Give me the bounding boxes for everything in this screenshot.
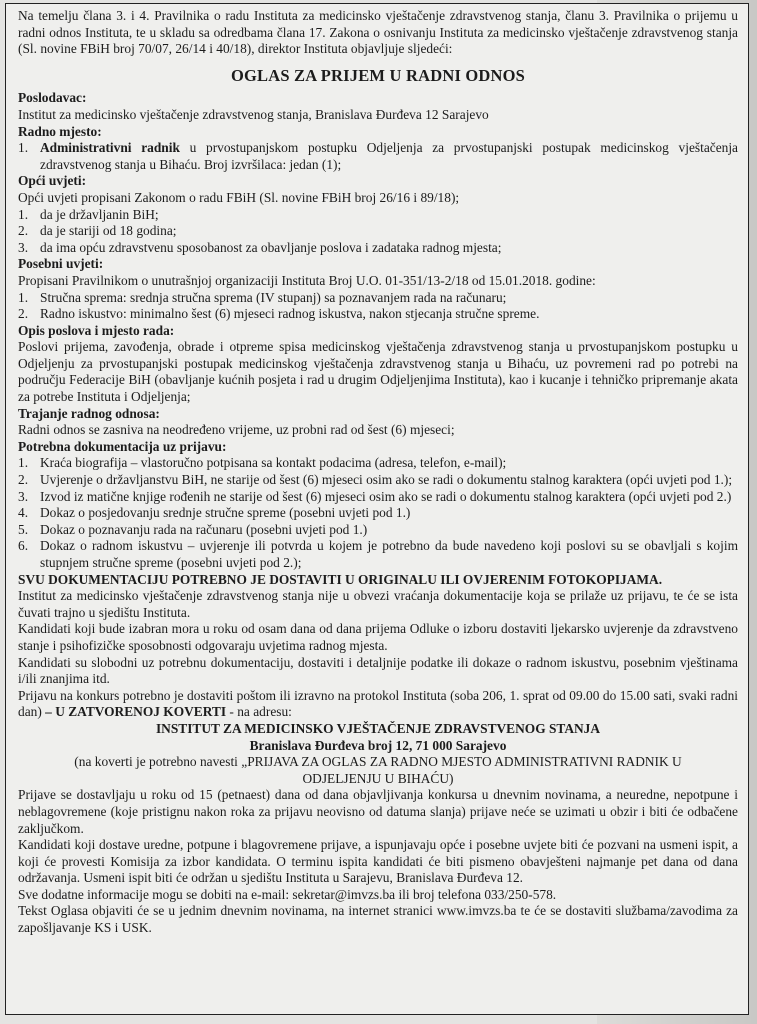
list-number: 3. bbox=[18, 239, 29, 255]
list-text: da ima opću zdravstvenu sposobanost za obavljanje poslova i zadataka radnog mjesta; bbox=[40, 239, 502, 255]
job-description-text: Poslovi prijema, zavođenja, obrade i otpreme spisa medicinskog vještačenja zdravstvenog stanja u prvostupanjskom postupku u Odjeljenju za prvostupanjski postupak medicinskog vještačenja zdravstvenog stanja u Bihaću, uz povremeni rad po potrebi na području Federacije BiH (obavljanje kućnih posjeta i rad u drugim Odjeljenjima Instituta), kao i kucanje i tehničko pripremanje akata za potrebe Instituta i Odjeljenja; bbox=[18, 339, 738, 405]
list-item bbox=[18, 306, 738, 323]
list-text: da je državljanin BiH; bbox=[40, 206, 159, 222]
job-description-heading: Opis poslova i mjesto rada: bbox=[18, 322, 175, 338]
address-street: Branislava Đurđeva broj 12, 71 000 Sarajevo bbox=[249, 737, 507, 753]
special-conditions-heading: Posebni uvjeti: bbox=[18, 256, 104, 272]
list-number: 4. bbox=[18, 505, 29, 521]
special-conditions-text: Propisani Pravilnikom o unutrašnjoj organizaciji Instituta Broj U.O. 01-351/13-2/18 od 15.01.2018. godine: bbox=[18, 272, 596, 288]
employer-heading: Poslodavac: bbox=[18, 90, 87, 106]
list-item bbox=[18, 489, 738, 506]
return-policy-paragraph: Institut za medicinsko vještačenje zdravstvenog stanja nije u obvezi vraćanja dokumentacije koja se prilaže uz prijavu, te će se ista čuvati trajno u sjedištu Instituta. bbox=[18, 588, 738, 620]
list-number: 2. bbox=[18, 223, 29, 239]
additional-info-paragraph: Kandidati su slobodni uz potrebnu dokumentaciju, dostaviti i detaljnije podatke ili dokaze o radnom iskustvu, posebnim vještinama i/ili znanjima itd. bbox=[18, 654, 738, 687]
list-item bbox=[18, 455, 738, 472]
general-conditions-heading: Opći uvjeti: bbox=[18, 173, 87, 189]
medical-certificate-paragraph: Kandidati koji bude izabran mora u roku od osam dana od dana prijema Odluke o izboru dostaviti ljekarsko uvjerenje da zdravstveno stanje i psihofizičke sposobnosti odgovaraju uvjetima radnog mjesta. bbox=[18, 621, 738, 653]
address-institution: INSTITUT ZA MEDICINSKO VJEŠTAČENJE ZDRAVSTVENOG STANJA bbox=[155, 720, 601, 736]
submission-text: Prijavu na konkurs potrebno je dostaviti poštom ili izravno na protokol Instituta (soba 206, 1. sprat od 09.00 do 15.00 sati, svaki radni dan) bbox=[18, 687, 738, 720]
submission-paragraph bbox=[18, 688, 738, 721]
envelope-instruction: (na koverti je potrebno navesti „PRIJAVA ZA OGLAS ZA RADNO MJESTO ADMINISTRATIVNI RADNIK U ODJELJENJU U BIHAĆU) bbox=[74, 754, 682, 786]
list-number: 3. bbox=[18, 488, 29, 504]
general-conditions-text: Opći uvjeti propisani Zakonom o radu FBiH (Sl. novine FBiH broj 26/16 i 89/18); bbox=[18, 189, 460, 205]
documents-heading: Potrebna dokumentacija uz prijavu: bbox=[18, 438, 227, 454]
list-item bbox=[18, 240, 738, 257]
list-number: 2. bbox=[18, 306, 29, 322]
documents-notice: SVU DOKUMENTACIJU POTREBNO JE DOSTAVITI U ORIGINALU ILI OVJERENIM FOTOKOPIJAMA. bbox=[18, 571, 663, 587]
list-text: Dokaz o poznavanju rada na računaru (posebni uvjeti pod 1.) bbox=[40, 521, 368, 537]
list-item bbox=[18, 505, 738, 522]
list-number: 5. bbox=[18, 521, 29, 537]
list-text: da je stariji od 18 godina; bbox=[40, 223, 177, 239]
list-number: 1. bbox=[18, 206, 29, 222]
list-number: 6. bbox=[18, 538, 29, 554]
closed-envelope-note: – U ZATVORENOJ KOVERTI bbox=[41, 704, 227, 720]
list-text: Uvjerenje o državljanstvu BiH, ne starije od šest (6) mjeseci osim ako se radi o dokumentu stalnog karaktera (opći uvjeti pod 1.); bbox=[40, 472, 733, 488]
special-conditions-list bbox=[18, 290, 738, 323]
ad-title: OGLAS ZA PRIJEM U RADNI ODNOS bbox=[230, 65, 526, 85]
list-item bbox=[18, 522, 738, 539]
intro-paragraph: Na temelju člana 3. i 4. Pravilnika o radu Instituta za medicinsko vještačenje zdravstvenog stanja, članu 3. Pravilnika o prijemu u radni odnos Instituta, te u skladu sa odredbama člana 17. Zakona o osnivanju Instituta za medicinsko vještačenje zdravstvenog stanja (Sl. novine FBiH broj 70/07, 26/14 i 40/18), direktor Instituta objavljuje sljedeći: bbox=[18, 8, 738, 57]
list-item bbox=[18, 290, 738, 307]
list-number: 1. bbox=[18, 289, 29, 305]
exam-paragraph: Kandidati koji dostave uredne, potpune i blagovremene prijave, a ispunjavaju opće i posebne uvjete biti će pozvani na usmeni ispit, a koji će provesti Komisija za izbor kandidata. O terminu ispita kandidati će biti pismeno obavješteni najmanje pet dana od dana održavanja. Usmeni ispit biti će održan u sjedištu Instituta u Sarajevu, Branislava Đurđeva 12. bbox=[18, 837, 738, 886]
list-text: Dokaz o radnom iskustvu – uvjerenje ili potvrda u kojem je potrebno da bude navedeno koji poslovi su se obavljali s kojim stupnjem stručne spreme (posebni uvjeti pod 2.); bbox=[40, 538, 738, 570]
list-text: Kraća biografija – vlastoručno potpisana sa kontakt podacima (adresa, telefon, e-mail); bbox=[40, 455, 507, 471]
list-item bbox=[18, 538, 738, 571]
list-item bbox=[18, 207, 738, 224]
documents-list bbox=[18, 455, 738, 571]
position-text: u prvostupanjskom postupku Odjeljenja za prvostupanjski postupak medicinskog vještačenja zdravstvenog stanja u Bihaću. Broj izvršilaca: jedan (1); bbox=[40, 140, 739, 172]
publication-paragraph: Tekst Oglasa objaviti će se u jednim dnevnim novinama, na internet stranici www.imvzs.ba te će se dostaviti službama/zavodima za zapošljavanje KS i USK. bbox=[18, 903, 738, 936]
list-number: 2. bbox=[18, 472, 29, 488]
list-number: 1. bbox=[18, 455, 29, 471]
duration-text: Radni odnos se zasniva na neodređeno vrijeme, uz probni rad od šest (6) mjeseci; bbox=[18, 422, 455, 438]
deadline-paragraph: Prijave se dostavljaju u roku od 15 (petnaest) dana od dana objavljivanja konkursa u dnevnim novinama, a neuredne, nepotpune i neblagovremene (koje pristignu nakon roka za prijavu neovisno od datuma slanja) prijave neće se uzimati u obzir i biti će odbačene zaključkom. bbox=[18, 787, 738, 836]
duration-heading: Trajanje radnog odnosa: bbox=[18, 405, 160, 421]
position-item bbox=[18, 140, 738, 173]
address-lead: - na adresu: bbox=[226, 704, 292, 720]
list-text: Izvod iz matične knjige rođenih ne starije od šest (6) mjeseci osim ako se radi o dokumentu stalnog karaktera (opći uvjeti pod 2.) bbox=[40, 488, 732, 504]
list-item bbox=[18, 223, 738, 240]
general-conditions-list bbox=[18, 207, 738, 257]
position-title: Administrativni radnik bbox=[40, 140, 180, 156]
position-heading: Radno mjesto: bbox=[18, 123, 102, 139]
list-text: Stručna sprema: srednja stručna sprema (IV stupanj) sa poznavanjem rada na računaru; bbox=[40, 289, 507, 305]
contact-paragraph: Sve dodatne informacije mogu se dobiti na e-mail: sekretar@imvzs.ba ili broj telefona 033/250-578. bbox=[18, 886, 557, 902]
list-text: Radno iskustvo: minimalno šest (6) mjeseci radnog iskustva, nakon stjecanja stručne spreme. bbox=[40, 306, 540, 322]
employer-text: Institut za medicinsko vještačenje zdravstvenog stanja, Branislava Đurđeva 12 Sarajevo bbox=[18, 106, 489, 122]
list-number: 1. bbox=[18, 140, 29, 156]
job-advertisement bbox=[5, 3, 749, 1015]
list-text: Dokaz o posjedovanju srednje stručne spreme (posebni uvjeti pod 1.) bbox=[40, 505, 411, 521]
list-item bbox=[18, 472, 738, 489]
